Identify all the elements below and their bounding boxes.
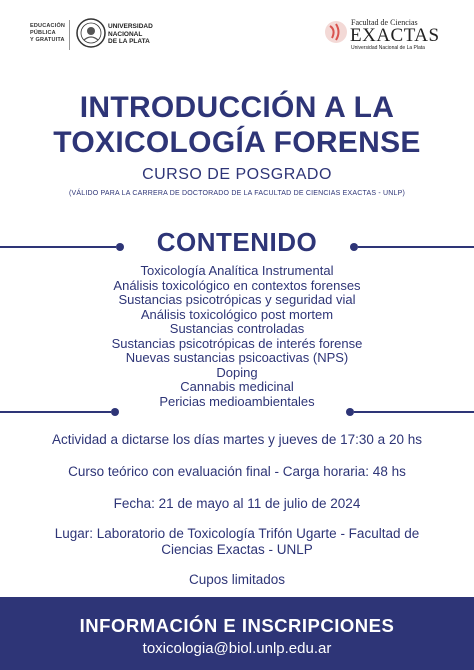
list-item: Nuevas sustancias psicoactivas (NPS) [125, 350, 349, 365]
list-item: Análisis toxicológico post mortem [140, 306, 334, 322]
schedule-text: Actividad a dictarse los días martes y jueves de 17:30 a 20 hs [52, 432, 422, 447]
subtitle: CURSO DE POSGRADO [142, 166, 332, 183]
unlp-line: UNIVERSIDAD [108, 23, 153, 30]
divider-dot [346, 408, 354, 416]
edu-line: PÚBLICA [30, 30, 56, 36]
location-line-2: Ciencias Exactas - UNLP [161, 542, 313, 557]
unlp-line: NACIONAL [108, 30, 143, 38]
location-line-1: Lugar: Laboratorio de Toxicología Trifón Ugarte - Facultad de [54, 526, 420, 541]
logo-divider [69, 20, 70, 50]
edu-line: EDUCACIÓN [30, 23, 66, 29]
edu-line: Y GRATUITA [30, 37, 65, 43]
dates-text: Fecha: 21 de mayo al 11 de julio de 2024 [113, 496, 361, 511]
format-text: Curso teórico con evaluación final - Carga horaria: 48 hs [68, 464, 406, 479]
contact-email-link[interactable]: toxicologia@biol.unlp.edu.ar [142, 640, 332, 657]
doctorate-note: (VÁLIDO PARA LA CARRERA DE DOCTORADO DE LA FACULTAD DE CIENCIAS EXACTAS - UNLP) [68, 190, 406, 197]
divider-line [354, 411, 474, 413]
list-item: Sustancias psicotrópicas y seguridad vial [118, 292, 356, 307]
unlp-name [108, 23, 153, 46]
list-item: Análisis toxicológico en contextos forenses [113, 277, 361, 293]
title-line-2: TOXICOLOGÍA FORENSE [53, 126, 421, 159]
unlp-line: DE LA PLATA [108, 38, 150, 45]
list-item: Cannabis medicinal [180, 379, 294, 394]
divider-dot [111, 408, 119, 416]
unlp-seal-icon [76, 18, 106, 48]
list-item: Sustancias controladas [169, 321, 305, 336]
public-education-label [30, 23, 65, 44]
exactas-logo-icon [324, 20, 348, 44]
footer-title: INFORMACIÓN E INSCRIPCIONES [79, 615, 395, 636]
exactas-wordmark: EXACTAS [350, 25, 440, 46]
contenido-heading: CONTENIDO [156, 227, 318, 257]
list-item: Doping [216, 364, 258, 380]
title-line-1: INTRODUCCIÓN A LA [79, 91, 395, 124]
header-logos [0, 0, 474, 80]
capacity-text: Cupos limitados [188, 572, 286, 587]
exactas-university-label: Universidad Nacional de La Plata [351, 45, 425, 51]
list-item: Toxicología Analítica Instrumental [140, 263, 334, 278]
list-item: Pericias medioambientales [159, 393, 315, 409]
divider-line [0, 411, 111, 413]
exactas-faculty-label: Facultad de Ciencias [351, 18, 418, 27]
content-list [0, 264, 474, 409]
list-item: Sustancias psicotrópicas de interés forense [111, 335, 363, 351]
